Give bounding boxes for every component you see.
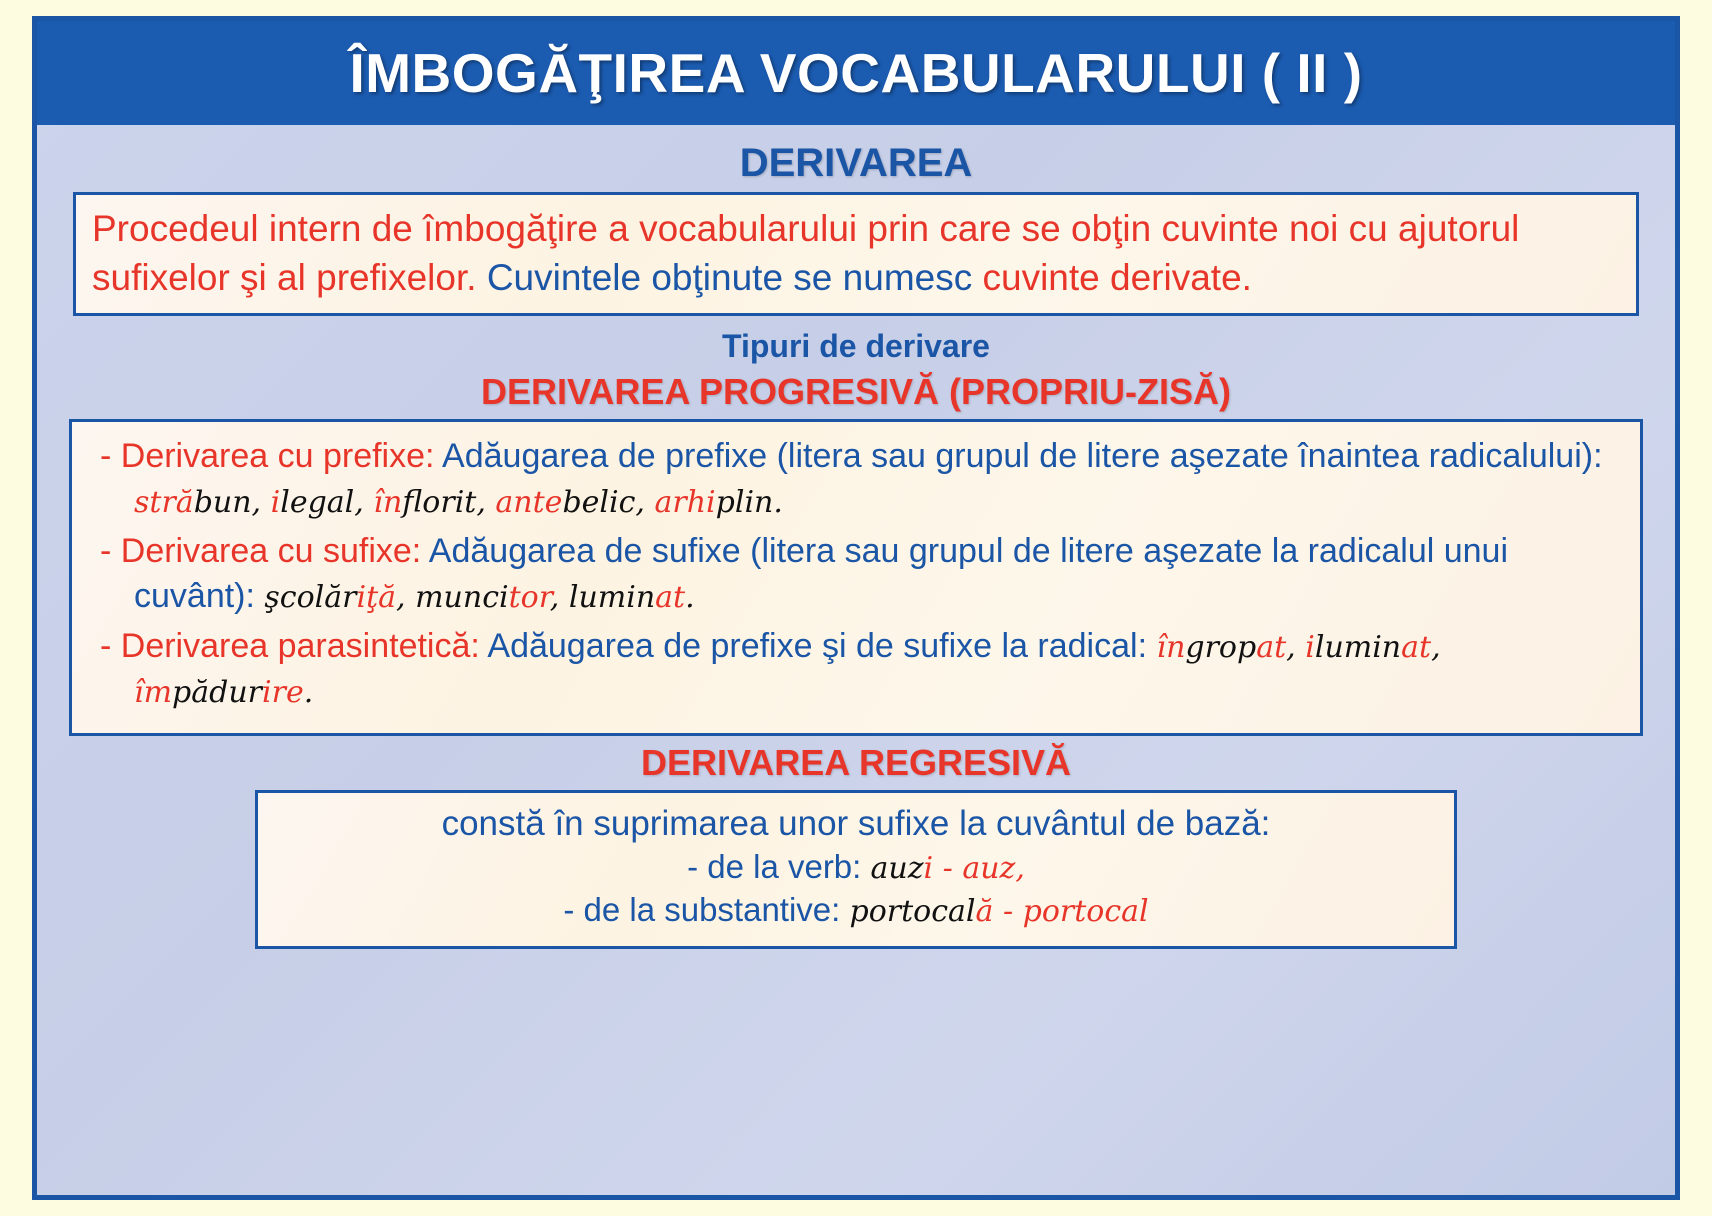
example-suffix: ire: [262, 675, 304, 711]
item-text: Adăugarea de prefixe (litera sau grupul de litere aşezate înaintea radicalului):: [434, 436, 1603, 475]
regresiva-box: [255, 790, 1457, 949]
page-title: ÎMBOGĂŢIREA VOCABULARULUI ( II ): [349, 42, 1363, 104]
example-result: portocal: [1022, 894, 1149, 930]
item-examples: străbun, ilegal, înflorit, antebelic, arhiplin.: [134, 485, 783, 521]
item-label: - Derivarea cu prefixe:: [100, 436, 435, 475]
example-rest: legal: [280, 485, 355, 521]
example-arrow: -: [993, 894, 1023, 930]
item-label: - Derivarea cu sufixe:: [100, 531, 422, 570]
example-suffix: i: [923, 851, 934, 887]
progresiva-box: [69, 419, 1643, 736]
progresiva-heading: DERIVAREA PROGRESIVĂ (PROPRIU-ZISĂ): [480, 370, 1232, 412]
regresiva-example: [871, 851, 1025, 886]
example-prefix: arhi: [654, 485, 716, 521]
example-prefix: ante: [495, 485, 563, 521]
regresiva-label: - de la verb:: [687, 848, 862, 886]
example-prefix: stră: [134, 485, 194, 521]
item-label: - Derivarea parasintetică:: [100, 626, 480, 665]
regresiva-heading: DERIVAREA REGRESIVĂ: [640, 741, 1072, 783]
title-bar: [37, 21, 1675, 125]
definition-part1: Procedeul intern de îmbogăţire a vocabularului prin care se obţin cuvinte noi cu ajutorul sufixelor şi al prefixelor.: [92, 208, 1520, 298]
item-examples: şcolăriţă, muncitor, luminat.: [264, 580, 695, 616]
regresiva-line: [272, 846, 1440, 889]
list-item: [90, 624, 1622, 715]
definition-box: [73, 192, 1639, 316]
regresiva-intro: constă în suprimarea unor sufixe la cuvântul de bază:: [441, 803, 1271, 843]
example-rest: auz: [870, 851, 924, 887]
section-heading: DERIVAREA: [739, 141, 973, 185]
example-rest: pădur: [172, 675, 263, 711]
regresiva-line: [272, 889, 1440, 932]
types-subtitle: Tipuri de derivare: [722, 327, 990, 364]
example-rest: bun: [193, 485, 252, 521]
example-prefix: i: [270, 485, 281, 521]
example-rest: şcolăr: [264, 580, 357, 616]
example-result: auz,: [962, 851, 1025, 887]
example-suffix: at: [1401, 629, 1432, 665]
example-rest: munci: [415, 580, 509, 616]
example-rest: lumin: [568, 580, 656, 616]
example-rest: grop: [1185, 629, 1257, 665]
poster: [32, 16, 1680, 1200]
example-rest: plin: [715, 485, 774, 521]
example-suffix: at: [655, 580, 686, 616]
example-rest: florit: [402, 485, 477, 521]
definition-part3: cuvinte derivate.: [982, 256, 1252, 298]
item-text: Adăugarea de sufixe (litera sau grupul de litere aşezate la radicalul unui cuvânt):: [134, 531, 1509, 616]
example-arrow: -: [933, 851, 963, 887]
example-prefix: în: [1156, 629, 1186, 665]
example-prefix: în: [373, 485, 403, 521]
example-suffix: tor: [508, 580, 550, 616]
example-prefix: i: [1305, 629, 1315, 665]
regresiva-example: [850, 894, 1149, 929]
regresiva-label: - de la substantive:: [563, 891, 841, 929]
example-suffix: iţă: [356, 580, 397, 616]
list-item: [90, 434, 1622, 525]
definition-text: [92, 205, 1620, 303]
example-rest: lumin: [1314, 629, 1402, 665]
item-text: Adăugarea de prefixe şi de sufixe la radical:: [479, 626, 1157, 665]
example-suffix: ă: [975, 894, 994, 930]
definition-part2: Cuvintele obţinute se numesc: [476, 256, 983, 298]
example-rest: belic: [562, 485, 636, 521]
item-examples: îngropat, iluminat, împădurire.: [134, 629, 1441, 711]
example-prefix: îm: [134, 675, 173, 711]
list-item: [90, 529, 1622, 620]
example-suffix: at: [1256, 629, 1287, 665]
body-area: [37, 125, 1675, 1195]
example-rest: portocal: [849, 894, 976, 930]
